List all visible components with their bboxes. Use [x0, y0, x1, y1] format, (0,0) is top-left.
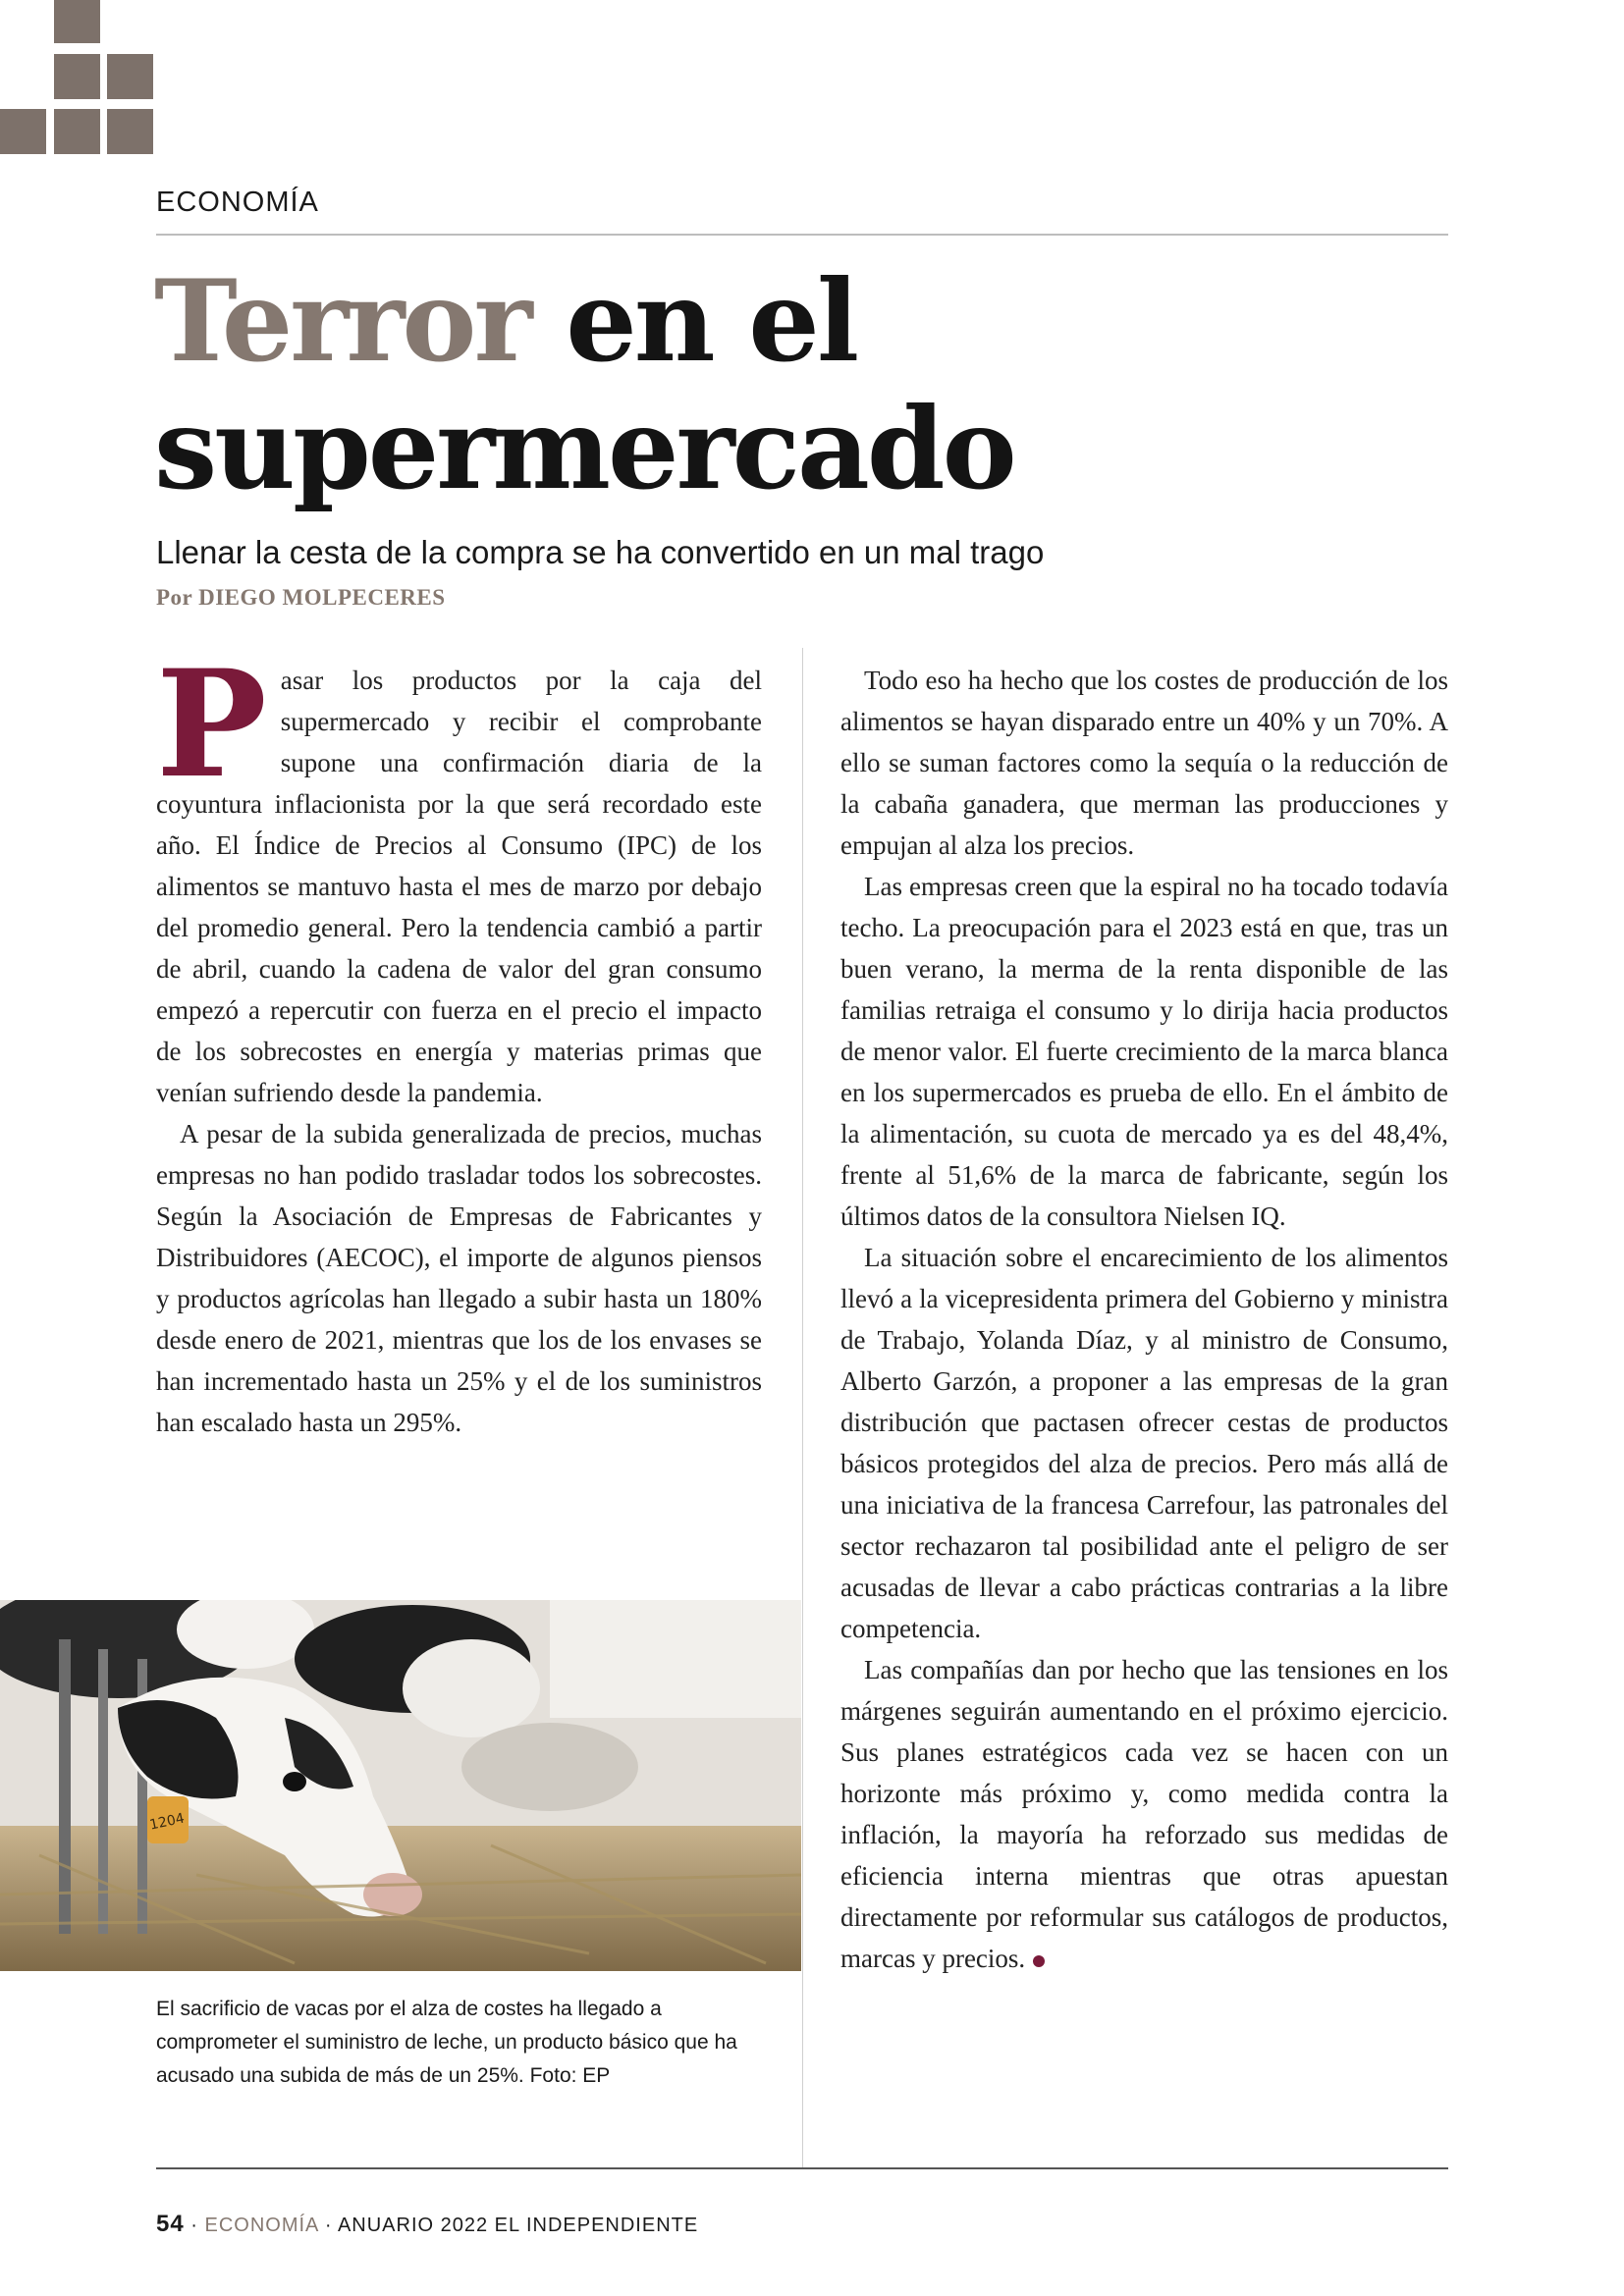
cows-photo — [0, 1600, 801, 1971]
footer-section: ECONOMÍA — [204, 2215, 319, 2236]
paragraph: Todo eso ha hecho que los costes de producción de los alimentos se hayan disparado entre un 40% y un 70%. A ello se suman factores como la sequía o la reducción de la cabaña ganadera, que merman las producciones y empujan al alza los precios. — [840, 666, 1448, 860]
ear-tag-number: 1204 — [148, 1810, 187, 1834]
paragraph: Las compañías dan por hecho que las tensiones en los márgenes seguirán aumentando en el próximo ejercicio. Sus planes estratégicos cada vez se hacen con un horizonte más próximo y, como medida contra la inflación, la mayoría ha reforzado sus medidas de eficiencia interna mientras que otras apuestan directamente por reformular sus catálogos de productos, marcas y precios. — [840, 1655, 1448, 1973]
paragraph: Las empresas creen que la espiral no ha tocado todavía techo. La preocupación para el 2023 está en que, tras un buen verano, la merma de la renta disponible de las familias retraiga el consumo y lo dirija hacia productos de menor valor. El fuerte crecimiento de la marca blanca en los supermercados es prueba de ello. En el ámbito de la alimentación, su cuota de mercado ya es del 48,4%, frente al 51,6% de la marca de fabricante, según los últimos datos de la consultora Nielsen IQ. — [840, 872, 1448, 1231]
paragraph: Pasar los productos por la caja del supermercado y recibir el comprobante supone una confirmación diaria de la coyuntura inflacionista por la que será recordado este año. El Índice de Precios al Consumo (IPC) de los alimentos se mantuvo hasta el mes de marzo por debajo del promedio general. Pero la tendencia cambió a partir de abril, cuando la cadena de valor del gran consumo empezó a repercutir con fuerza en el precio el impacto de los sobrecostes en energía y materias primas que venían sufriendo desde la pandemia. — [156, 638, 762, 1107]
footer-publication: · ANUARIO 2022 EL INDEPENDIENTE — [318, 2215, 699, 2236]
end-mark-icon — [1033, 1955, 1045, 1967]
title-accent-word: Terror — [154, 255, 530, 387]
paragraph: A pesar de la subida generalizada de precios, muchas empresas no han podido trasladar todos los sobrecostes. Según la Asociación de Empresas de Fabricantes y Distribuidores (AECOC), el importe de algunos piensos y productos agrícolas han llegado a subir hasta un 180% desde enero de 2021, mientras que los de los envases se han incrementado hasta un 25% y el de los suministros han escalado hasta un 295%. — [156, 1119, 762, 1437]
top-rule — [156, 234, 1448, 236]
dropcap: P — [156, 638, 267, 811]
cows-photo-illustration — [0, 1600, 801, 1971]
article-subtitle: Llenar la cesta de la compra se ha convertido en un mal trago — [156, 534, 1045, 570]
bottom-rule — [156, 2167, 1448, 2169]
byline: Por DIEGO MOLPECERES — [156, 585, 446, 610]
paragraph: La situación sobre el encarecimiento de los alimentos llevó a la vicepresidenta primera del Gobierno y ministra de Trabajo, Yolanda Díaz, y al ministro de Consumo, Alberto Garzón, a proponer a las empresas de la gran distribución que pactasen ofrecer cestas de productos básicos protegidos del alza de precios. Pero más allá de una iniciativa de la francesa Carrefour, las patronales del sector rechazaron tal posibilidad ante el peligro de ser acusadas de llevar a cabo prácticas contrarias a la libre competencia. — [840, 1243, 1448, 1643]
page-footer: 54 · ECONOMÍA · ANUARIO 2022 EL INDEPENDIENTE — [156, 2211, 699, 2237]
page-number: 54 — [156, 2211, 185, 2237]
column-divider — [802, 648, 803, 2169]
photo-caption: El sacrificio de vacas por el alza de costes ha llegado a comprometer el suministro de leche, un producto básico que ha acusado una subida de más de un 25%. Foto: EP — [156, 1998, 737, 2087]
right-column — [840, 660, 1448, 1979]
left-column — [156, 638, 762, 1443]
section-label: ECONOMÍA — [156, 187, 319, 218]
article-title — [154, 257, 1431, 512]
title-rest: en el supermercado — [154, 255, 1014, 514]
